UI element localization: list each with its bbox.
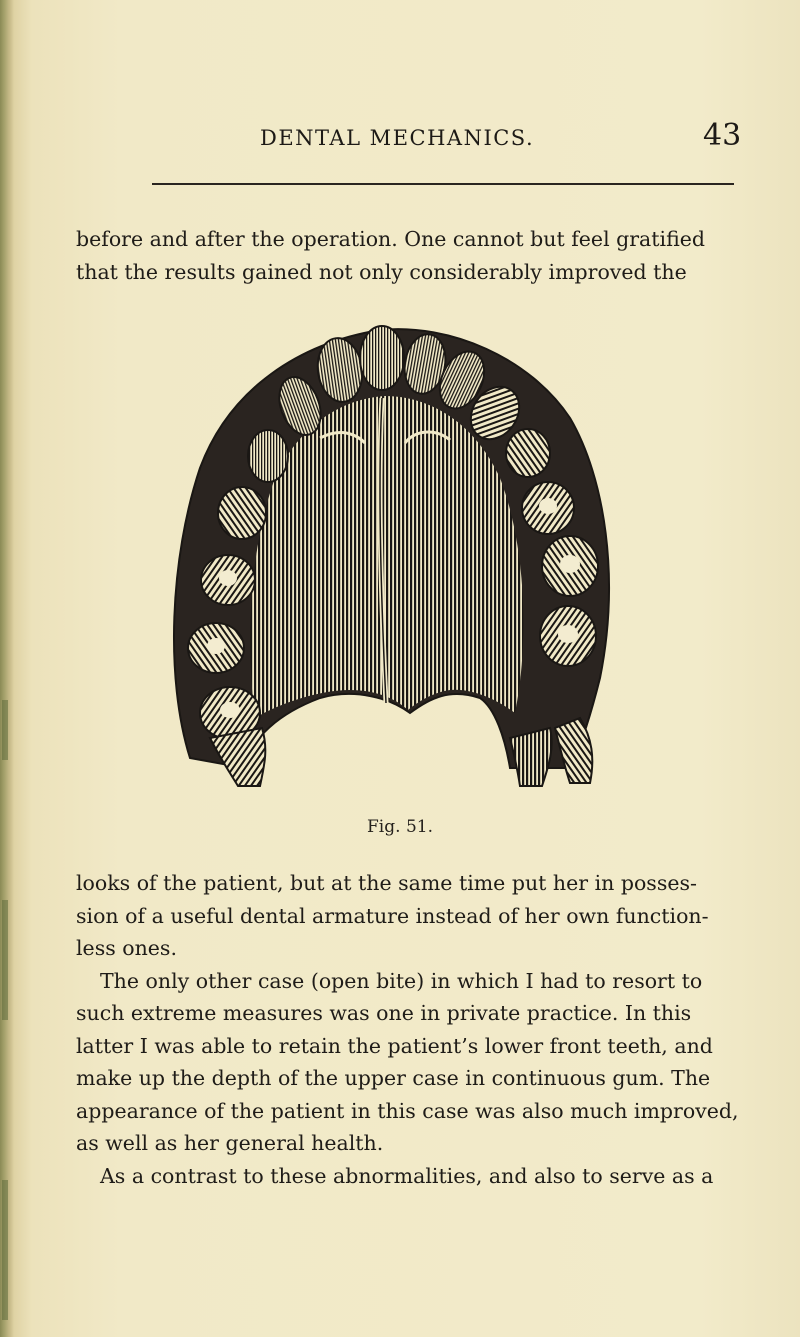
figure-caption: Fig. 51.: [367, 817, 433, 837]
text-line: As a contrast to these abnormalities, and also to serve as a: [100, 1163, 714, 1188]
spine-stain: [2, 1180, 8, 1320]
body-text: [76, 867, 739, 1192]
spine-stain: [2, 700, 8, 760]
page-spine-edge: [0, 0, 14, 1337]
page-header: [0, 118, 800, 158]
spine-stain: [2, 900, 8, 1020]
running-head: DENTAL MECHANICS.: [260, 126, 535, 150]
text-line: The only other case (open bite) in which I had to resort to: [100, 968, 703, 993]
text-line: sion of a useful dental armature instead of her own function-: [76, 903, 709, 928]
header-rule: [152, 183, 734, 185]
dental-arch-figure-icon: [150, 318, 670, 788]
text-line: such extreme measures was one in private practice. In this: [76, 1001, 692, 1025]
text-line: as well as her general health.: [76, 1131, 384, 1155]
top-paragraph: [76, 223, 726, 288]
text-line: looks of the patient, but at the same time put her in posses-: [76, 871, 697, 895]
text-line: less ones.: [76, 936, 177, 960]
text-line: latter I was able to retain the patient’s lower front teeth, and: [76, 1033, 713, 1058]
page-number: 43: [703, 118, 742, 153]
text-line: that the results gained not only considerably improved the: [76, 259, 687, 284]
text-line: appearance of the patient in this case was also much improved,: [76, 1098, 739, 1123]
text-line: before and after the operation. One cannot but feel gratified: [76, 227, 706, 251]
text-line: make up the depth of the upper case in continuous gum. The: [76, 1066, 711, 1090]
